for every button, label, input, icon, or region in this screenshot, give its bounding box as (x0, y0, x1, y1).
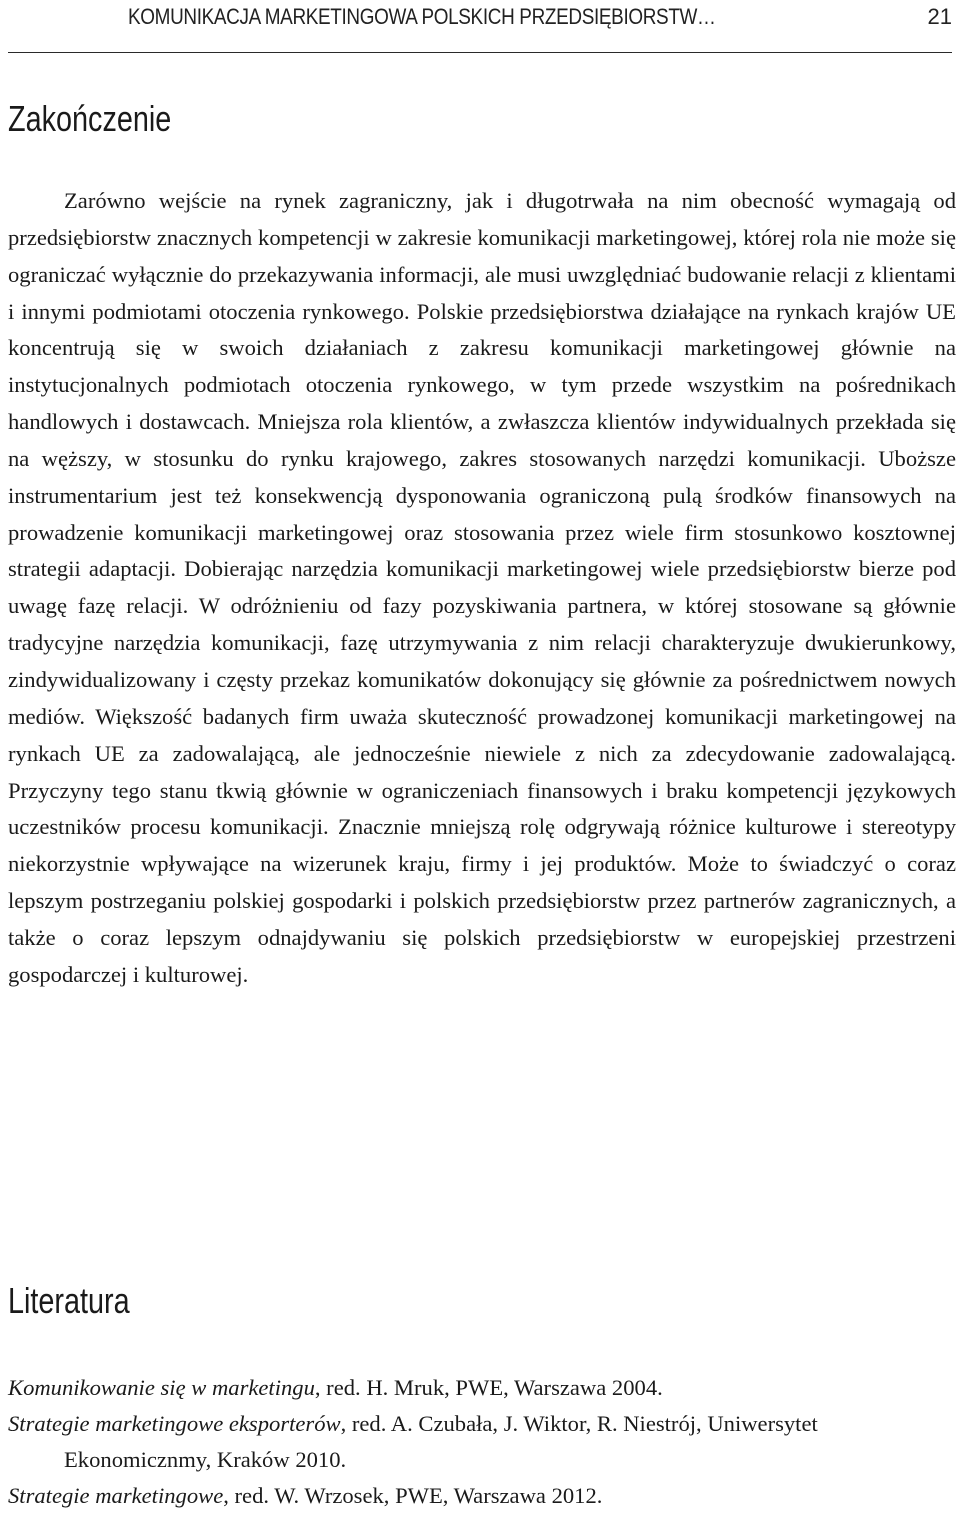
conclusion-heading: Zakończenie (8, 98, 172, 139)
reference-title: Strategie marketingowe eksporterów (8, 1411, 341, 1436)
reference-item (8, 1406, 956, 1478)
conclusion-paragraph: Zarówno wejście na rynek zagraniczny, jak i długotrwała na nim obecność wymagają od przedsiębiorstw znacznych kompetencji w zakresie komunikacji marketingowej, której rola nie może się ograniczać wyłącznie do przekazywania informacji, ale musi uwzględniać budowanie relacji z klientami i innymi podmiotami otoczenia rynkowego. Polskie przedsiębiorstwa działające na rynkach krajów UE koncentrują się w swoich działaniach z zakresu komunikacji marketingowej głównie na instytucjonalnych podmiotach otoczenia rynkowego, w tym przede wszystkim na pośrednikach handlowych i dostawcach. Mniejsza rola klientów, a zwłaszcza klientów indywidualnych przekłada się na węższy, w stosunku do rynku krajowego, zakres stosowanych narzędzi komunikacji. Uboższe instrumentarium jest też konsekwencją dysponowania ograniczoną pulą środków finansowych na prowadzenie komunikacji marketingowej oraz stosowania przez wiele firm stosunkowo kosztownej strategii adaptacji. Dobierając narzędzia komunikacji marketingowej wiele przedsiębiorstw bierze pod uwagę fazę relacji. W odróżnieniu od fazy pozyskiwania partnera, w której stosowane są głównie tradycyjne narzędzia komunikacji, fazę utrzymywania z nim relacji charakteryzuje dwukierunkowy, zindywidualizowany i częsty przekaz komunikatów dokonujący się głównie za pośrednictwem nowych mediów. Większość badanych firm uważa skuteczność prowadzonej komunikacji marketingowej na rynkach UE za zadowalającą, ale jednocześnie niewiele z nich za zdecydowanie zadowalającą. Przyczyny tego stanu tkwią głównie w ograniczeniach finansowych i braku kompetencji językowych uczestników procesu komunikacji. Znacznie mniejszą rolę odgrywają różnice kulturowe i stereotypy niekorzystnie wpływające na wizerunek kraju, firmy i jej produktów. Może to świadczyć o coraz lepszym postrzeganiu polskiej gospodarki i polskich przedsiębiorstw przez partnerów zagranicznych, a także o coraz lepszym odnajdywaniu się polskich przedsiębiorstw w europejskiej przestrzeni gospodarczej i kulturowej. (8, 188, 956, 987)
running-title: KOMUNIKACJA MARKETINGOWA POLSKICH PRZEDSIĘBIORSTW… (128, 4, 716, 29)
reference-title: Strategie marketingowe (8, 1483, 224, 1508)
page-number: 21 (927, 4, 952, 29)
reference-details: , red. A. Czubała, J. Wiktor, R. Niestrój, Uniwersytet Ekonomicznmy, Kraków 2010. (64, 1411, 818, 1472)
running-header (8, 0, 952, 53)
reference-details: , red. H. Mruk, PWE, Warszawa 2004. (314, 1375, 663, 1400)
reference-list (8, 1370, 956, 1514)
literature-heading: Literatura (8, 1280, 130, 1321)
reference-title: Komunikowanie się w marketingu (8, 1375, 315, 1400)
reference-details: , red. W. Wrzosek, PWE, Warszawa 2012. (223, 1483, 603, 1508)
reference-item (8, 1370, 956, 1406)
reference-item (8, 1478, 956, 1514)
